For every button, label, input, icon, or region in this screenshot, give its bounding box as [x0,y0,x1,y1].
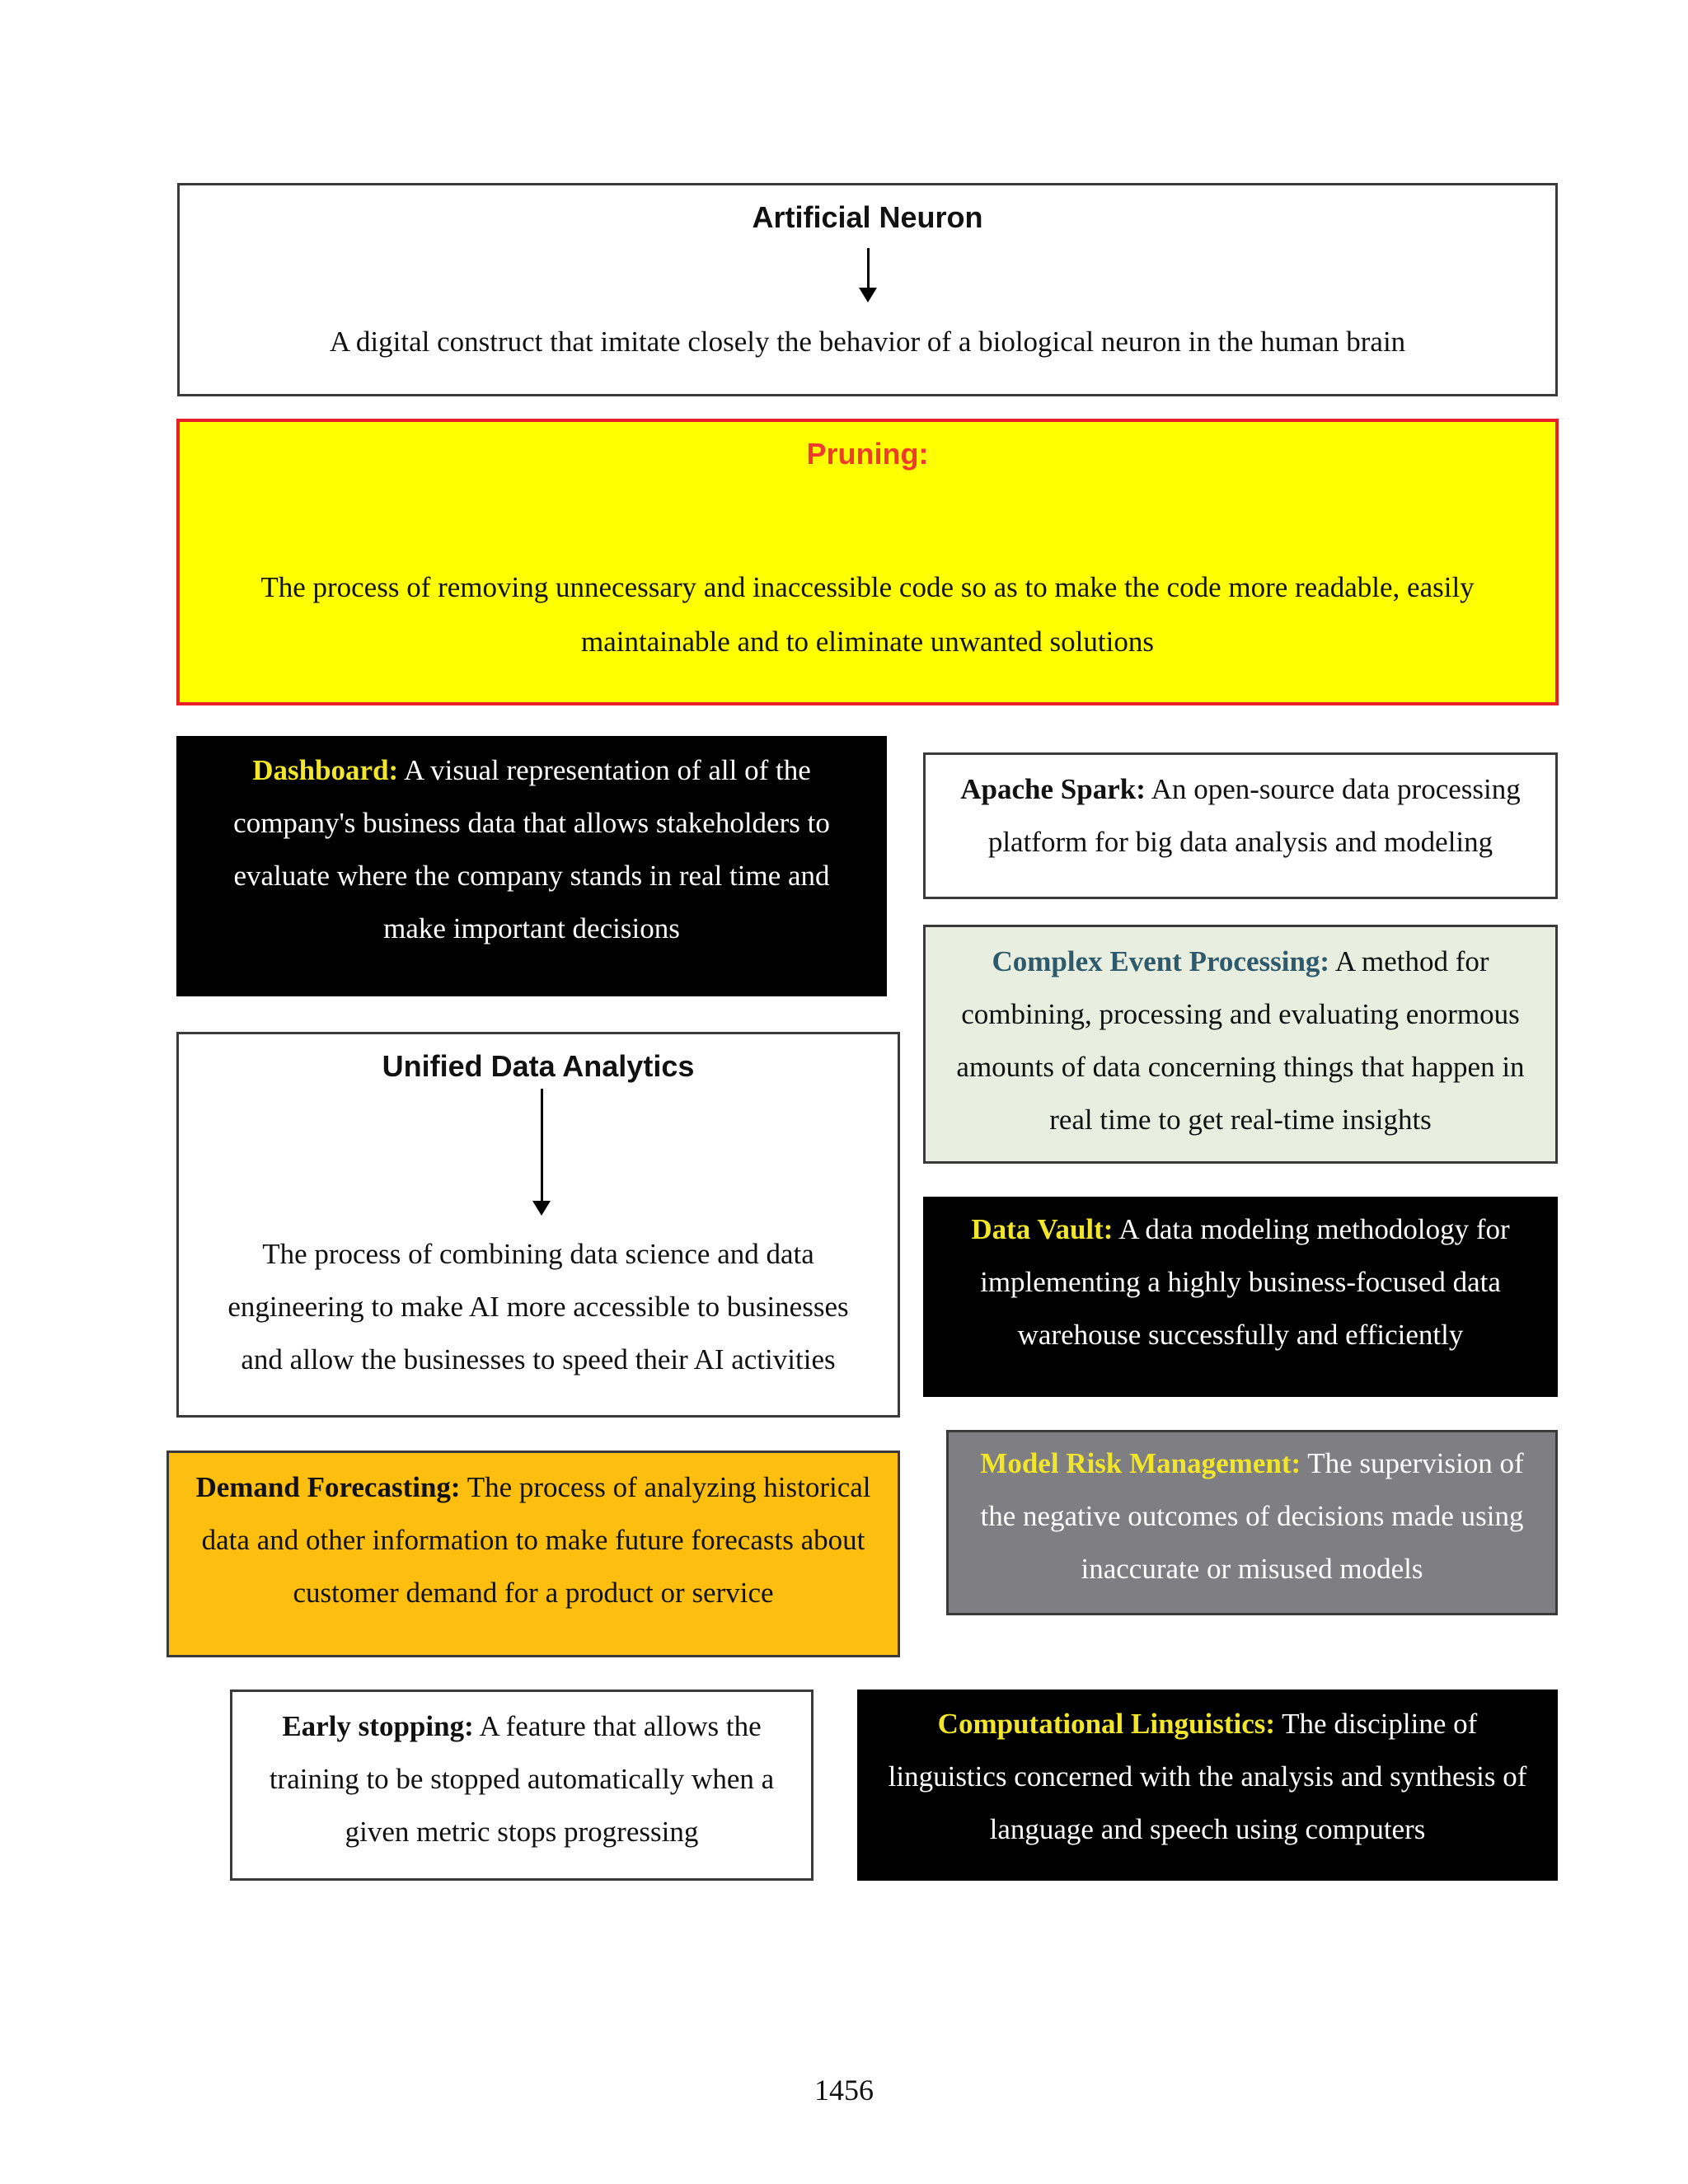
apache-spark-definition: An open-source data processing platform for big data analysis and modeling [987,773,1521,858]
unified-data-analytics-title: Unified Data Analytics [382,1049,695,1083]
dashboard-box [176,736,887,996]
down-arrow-icon [541,1089,543,1202]
artificial-neuron-definition: A digital construct that imitate closely the behavior of a biological neuron in the human brain [329,326,1406,358]
early-stopping-text [257,1700,786,1858]
computational-linguistics-box [857,1690,1558,1881]
complex-event-processing-definition: A method for combining, processing and evaluating enormous amounts of data concerning things that happen in real time to get real-time insights [956,945,1525,1136]
model-risk-management-term: Model Risk Management: [980,1447,1301,1479]
pruning-title: Pruning: [806,437,929,471]
demand-forecasting-term: Demand Forecasting: [195,1471,461,1503]
computational-linguistics-text [875,1698,1540,1856]
model-risk-management-box [946,1430,1558,1615]
demand-forecasting-box [166,1451,900,1657]
data-vault-definition: A data modeling methodology for implementing a highly business-focused data warehouse successfully and efficiently [980,1213,1510,1351]
page-number: 1456 [814,2074,874,2107]
artificial-neuron-box [177,183,1558,396]
early-stopping-box [230,1690,814,1881]
dashboard-text [204,744,859,955]
apache-spark-text [944,763,1537,869]
unified-data-analytics-box [176,1032,900,1418]
data-vault-text [941,1203,1540,1361]
data-vault-box [923,1197,1558,1397]
complex-event-processing-term: Complex Event Processing: [992,945,1330,977]
dashboard-term: Dashboard: [252,754,399,786]
apache-spark-box [923,752,1558,899]
complex-event-processing-text [940,935,1540,1146]
data-vault-term: Data Vault: [971,1213,1114,1245]
demand-forecasting-text [181,1461,886,1619]
computational-linguistics-term: Computational Linguistics: [937,1708,1276,1740]
model-risk-management-definition: The supervision of the negative outcomes of decisions made using inaccurate or misused models [980,1447,1524,1585]
computational-linguistics-definition: The discipline of linguistics concerned with the analysis and synthesis of language and speech using computers [888,1708,1527,1845]
pruning-definition: The process of removing unnecessary and inaccessible code so as to make the code more readable, easily maintainable and to eliminate unwanted solutions [260,571,1475,658]
artificial-neuron-title: Artificial Neuron [752,200,983,234]
model-risk-management-text [965,1437,1539,1596]
unified-data-analytics-definition: The process of combining data science and data engineering to make AI more accessible to businesses and allow the businesses to speed their AI activities [227,1238,849,1376]
pruning-box [176,419,1559,705]
early-stopping-definition: A feature that allows the training to be stopped automatically when a given metric stops progressing [269,1710,775,1848]
down-arrow-icon [867,248,870,289]
early-stopping-term: Early stopping: [282,1710,474,1742]
demand-forecasting-definition: The process of analyzing historical data and other information to make future forecasts about customer demand for a product or service [201,1471,871,1609]
complex-event-processing-box [923,925,1558,1164]
apache-spark-term: Apache Spark: [960,773,1146,805]
dashboard-definition: A visual representation of all of the company's business data that allows stakeholders to evaluate where the company stands in real time and make important decisions [233,754,830,944]
